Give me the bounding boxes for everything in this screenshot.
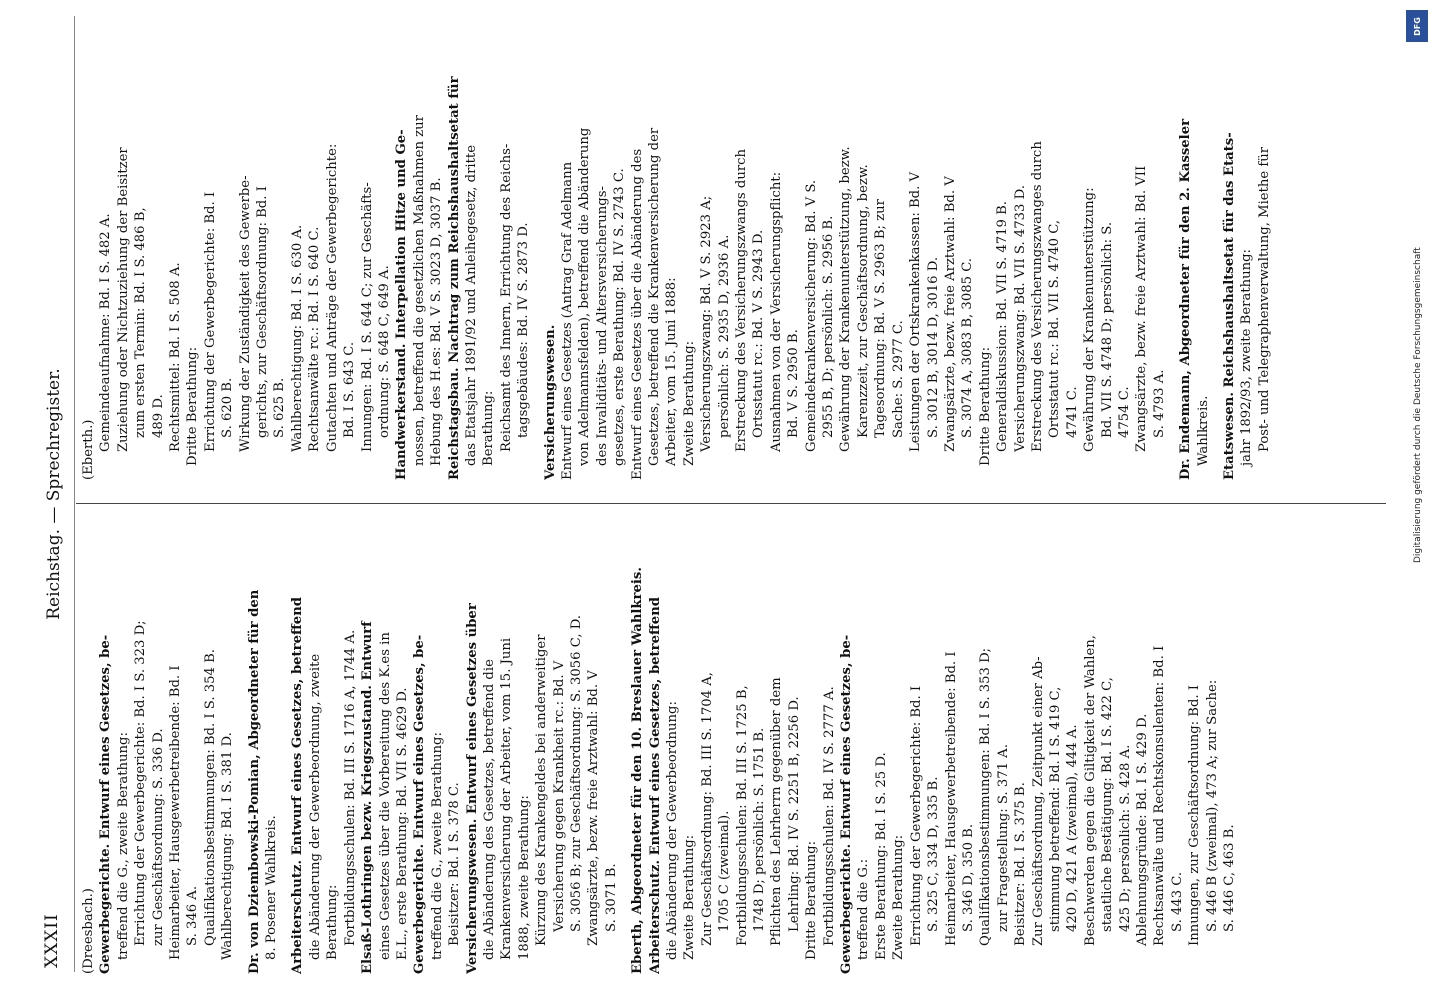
index-entry-line: S. 446 B (zweimal), 473 A; zur Sache: [1204, 679, 1220, 932]
index-entry-line: Zweite Berathung: [681, 340, 697, 466]
index-entry-line: Reichsamt des Innern, Errichtung des Reichs- [498, 143, 514, 452]
index-entry-line: Rechtsmittel: Bd. I S. 508 A. [168, 262, 184, 452]
index-entry-line: Pflichten des Lehrherrn gegenüber dem [769, 677, 785, 946]
index-entry-line: S. 625 B. [272, 377, 288, 438]
index-entry-line: Zuziehung oder Nichtzuziehung der Beisitzer [115, 147, 131, 452]
index-entry-line: Eberth, Abgeordneter für den 10. Breslauer Wahlkreis. [630, 567, 646, 974]
index-entry-line: eines Gesetzes über die Vorbereitung des K.es in [377, 632, 393, 960]
index-entry-line: Qualifikationsbestimmungen: Bd. I S. 353 D; [978, 647, 994, 946]
index-entry-line: persönlich: S. 2935 D, 2936 A. [716, 234, 732, 438]
index-entry-line: die Abänderung der Gewerbeordnung, zweite [307, 653, 323, 960]
index-entry-line: stimmung betreffend: Bd. I S. 419 C, [1047, 686, 1063, 932]
index-entry-line: gerichts, zur Geschäftsordnung: Bd. I [255, 186, 271, 438]
index-entry-line: Entwurf eines Gesetzes (Antrag Graf Adelmann [559, 161, 575, 480]
index-entry-line: Leistungen der Ortskrankenkassen: Bd. V [908, 172, 924, 452]
index-entry-line: Arbeiterschutz. Entwurf eines Gesetzes, betreffend [290, 596, 306, 974]
index-entry-line: ordnung: S. 648 C, 649 A. [376, 265, 392, 438]
index-entry-line: Gewerbegerichte. Entwurf eines Gesetzes, be- [412, 634, 428, 974]
index-entry-line: die Abänderung des Gesetzes, betreffend die [481, 659, 497, 960]
index-entry-line: Heimarbeiter, Hausgewerbetreibende: Bd. I [168, 665, 184, 960]
index-entry-line: Wahlberechtigung: Bd. I S. 381 D. [220, 732, 236, 960]
index-entry-line: Fortbildungsschulen: Bd. III S. 1716 A, 1744 A. [342, 629, 358, 946]
index-entry-line: Dr. Endemann, Abgeordneter für den 2. Kasseler [1178, 118, 1194, 480]
index-entry-line: Wirkung der Zuständigkeit des Gewerbe- [237, 175, 253, 452]
index-entry-line: Innungen: Bd. I S. 644 C; zur Geschäfts- [359, 182, 375, 452]
index-entry-line: gesetzes, erste Berathung: Bd. IV S. 2743 C. [612, 168, 628, 466]
index-entry-line: Etatswesen. Reichshaushaltsetat für das Etats- [1222, 132, 1237, 480]
index-entry-line: des Invaliditäts- und Altersversicherungs- [594, 186, 610, 466]
index-entry-line: Gemeindeaufnahme: Bd. I S. 482 A. [98, 213, 114, 452]
index-entry-line: Gewerbegerichte. Entwurf eines Gesetzes, be- [839, 634, 855, 974]
index-entry-line: S. 4793 A. [1151, 369, 1167, 438]
index-entry-line: Ortsstatut rc.: Bd. V S. 2943 D. [751, 229, 767, 438]
index-entry-line: Versicherung gegen Krankheit rc.: Bd. V [551, 660, 567, 932]
index-entry-line: Errichtung der Gewerbegerichte: Bd. I [908, 685, 924, 946]
index-entry-line: 425 D; persönlich: S. 428 A. [1117, 744, 1133, 932]
index-entry-line: Wahlkreis. [1195, 395, 1211, 466]
index-entry-line: Handwerkerstand. Interpellation Hitze und Ge- [394, 129, 410, 480]
index-entry-line: Entwurf eines Gesetzes über die Abänderung des [629, 148, 645, 480]
column-divider [76, 503, 1386, 504]
index-entry-line: Sache: S. 2977 C. [890, 320, 906, 438]
index-entry-line: Versicherungszwang: Bd. V S. 2923 A; [699, 195, 715, 452]
index-entry-line: Zur Geschäftsordnung, Zeitpunkt einer Ab- [1030, 656, 1046, 946]
index-entry-line: Hebung des H.es: Bd. V S. 3023 D, 3037 B. [429, 177, 445, 466]
index-entry-line: jahr 1892/93, zweite Berathung: [1239, 249, 1255, 466]
index-entry-line: Versicherungswesen. [542, 324, 558, 480]
index-entry-line: Zwangsärzte, bezw. freie Arztwahl: Bd. VII [1134, 165, 1150, 452]
index-entry-line: Berathung: [481, 390, 497, 466]
rotated-page [16, 0, 1416, 1000]
index-entry-line: Zwangsärzte, bezw. freie Arztwahl: Bd. V [586, 670, 602, 946]
index-entry-line: S. 446 C, 463 B. [1222, 824, 1237, 932]
index-entry-line: Heimarbeiter, Hausgewerbetreibende: Bd. I [943, 651, 959, 946]
index-entry-line: Ablehnungsgründe: Bd. I S. 429 D. [1134, 713, 1150, 946]
index-entry-line: Erstreckung des Versicherungszwangs durch [734, 148, 750, 452]
index-entry-line: Rechtsanwälte rc.: Bd. I S. 640 C. [307, 226, 323, 452]
index-entry-line: Erstreckung des Versicherungszwanges durch [1029, 141, 1045, 452]
dfg-strip [1404, 4, 1430, 564]
index-entry-line: Dritte Berathung: [804, 840, 820, 960]
index-entry-line: Errichtung der Gewerbegerichte: Bd. I S. 323 D; [133, 620, 149, 946]
index-entry-line: Karenzzeit, zur Geschäftsordnung, bezw. [855, 164, 871, 438]
index-entry-line: Generaldiskussion: Bd. VII S. 4719 B. [995, 201, 1011, 452]
dfg-logo: DFG [1406, 10, 1428, 42]
index-entry-line: Zweite Berathung: [891, 834, 907, 960]
index-entry-line: Rechtsanwälte und Rechtskonsulenten: Bd. I [1152, 645, 1168, 946]
dfg-credit: Digitalisierung gefördert durch die Deutsche Forschungsgemeinschaft [1413, 247, 1423, 563]
index-entry-line: S. 443 C. [1169, 871, 1185, 932]
index-entry-line: S. 325 C, 334 D, 335 B. [926, 776, 942, 932]
index-entry-line: S. 3071 B. [603, 863, 619, 932]
index-entry-line: staatliche Bestätigung: Bd. I S. 422 C, [1100, 677, 1116, 932]
index-entry-line: Arbeiterschutz. Entwurf eines Gesetzes, betreffend [647, 596, 663, 974]
index-entry-line: S. 3056 B; zur Geschäftsordnung: S. 3056 C, D. [568, 614, 584, 932]
index-entry-line: Beisitzer: Bd. I S. 375 B. [1013, 782, 1029, 946]
index-entry-line: Krankenversicherung der Arbeiter, vom 15. Juni [499, 637, 515, 960]
index-entry-line: von Adelmannsfelden), betreffend die Abänderung [577, 127, 593, 466]
index-entry-line: S. 620 B. [220, 377, 236, 438]
index-entry-line: Gesetzes, betreffend die Krankenversicherung der [647, 127, 662, 466]
left-column [80, 524, 1238, 974]
index-entry-line: Versicherungszwang: Bd. VII S. 4733 D. [1012, 185, 1028, 452]
index-entry-line: Gewährung der Krankenunterstützung: [1082, 187, 1098, 452]
index-entry-line: Dritte Berathung: [185, 346, 201, 466]
index-entry-line: das Etatsjahr 1891/92 und Anleihegesetz, dritte [463, 144, 479, 466]
index-entry-line: Beisitzer: Bd. I S. 378 C. [447, 782, 463, 946]
index-entry-line: S. 346 D, 350 B. [960, 823, 976, 932]
index-entry-line: 2955 B, D; persönlich: S. 2956 B. [821, 215, 837, 438]
index-entry-line: Dr. von Dziembowski-Pomian, Abgeordneter für den [246, 589, 262, 974]
index-entry-line: Reichstagsbau. Nachtrag zum Reichshaushaltsetat für [446, 76, 462, 480]
index-entry-line: zum ersten Termin: Bd. I S. 486 B, [133, 207, 149, 438]
index-entry-line: Beschwerden gegen die Giltigkeit der Wahlen, [1082, 635, 1098, 946]
index-entry-line: 1748 D; persönlich: S. 1751 B. [752, 727, 768, 932]
index-entry-line: Elsaß-Lothringen bezw. Kriegszustand. Entwurf [360, 621, 376, 974]
page-title: Reichstag. — Sprechregister. [44, 368, 64, 620]
index-entry-line: 4754 C. [1116, 386, 1132, 438]
header-rule [74, 16, 75, 972]
index-entry-line: Errichtung der Gewerbegerichte: Bd. I [202, 191, 218, 452]
index-entry-line: Erste Berathung: Bd. I S. 25 D. [873, 752, 889, 960]
index-entry-line: S. 3074 A, 3083 B, 3085 C. [960, 257, 976, 438]
index-entry-line: 4741 C. [1064, 386, 1080, 438]
index-entry-line: S. 346 A. [185, 885, 201, 946]
page-number: XXXII [42, 913, 62, 968]
index-entry-line: zur Fragestellung: S. 371 A. [995, 744, 1011, 932]
index-entry-line: Gutachten und Anträge der Gewerbegerichte: [324, 143, 340, 452]
index-entry-line: Bd. VII S. 4748 D; persönlich: S. [1099, 221, 1115, 438]
index-entry-line: 489 D. [150, 394, 166, 438]
index-entry-line: Bd. V S. 2950 B. [786, 329, 802, 438]
index-entry-line: Gemeindekrankenversicherung: Bd. V S. [803, 179, 819, 452]
index-entry-line: tagsgebäudes: Bd. IV S. 2873 D. [516, 222, 532, 438]
index-entry-line: treffend die G., zweite Berathung: [115, 732, 131, 960]
index-entry-line: Gewährung der Krankenunterstützung, bezw. [838, 146, 854, 452]
index-entry-line: zur Geschäftsordnung: S. 336 D. [150, 728, 166, 946]
index-entry-line: E.L., erste Berathung: Bd. VII S. 4629 D. [394, 687, 410, 960]
right-column [80, 30, 1273, 480]
index-entry-line: Dritte Berathung: [977, 346, 993, 466]
index-entry-line: Innungen, zur Geschäftsordnung: Bd. I [1187, 684, 1203, 946]
index-entry-line: Versicherungswesen. Entwurf eines Gesetzes über [464, 603, 480, 974]
index-entry-line: Zur Geschäftsordnung: Bd. III S. 1704 A, [699, 672, 715, 946]
index-entry-line: Zwangsärzte, bezw. freie Arztwahl: Bd. V [942, 176, 958, 452]
index-entry-line: die Abänderung der Gewerbeordnung: [665, 701, 680, 960]
index-entry-line: Lehrling: Bd. IV S. 2251 B, 2256 D. [786, 696, 802, 932]
index-entry-line: (Eberth.) [81, 419, 96, 480]
index-entry-line: Arbeiter, vom 15. Juni 1888: [664, 277, 680, 466]
index-entry-line: Ausnahmen von der Versicherungspflicht: [768, 171, 784, 452]
index-entry-line: Tagesordnung: Bd. V S. 2963 B; zur [873, 199, 889, 438]
index-entry-line: S. 3012 B, 3014 D, 3016 D. [925, 256, 941, 438]
index-entry-line: Bd. I S. 643 C. [342, 341, 358, 438]
index-entry-line: treffend die G., zweite Berathung: [429, 732, 445, 960]
index-entry-line: 1705 C (zweimal). [717, 810, 733, 932]
index-entry-line: nossen, betreffend die gesetzlichen Maßnahmen zur [411, 115, 427, 466]
index-entry-line: Kürzung des Krankengeldes bei anderweitiger [534, 634, 550, 946]
index-entry-line: Qualifikationsbestimmungen: Bd. I S. 354 B. [202, 649, 218, 946]
index-entry-line: Zweite Berathung: [682, 834, 698, 960]
index-entry-line: Ortsstatut rc.: Bd. VII S. 4740 C, [1047, 219, 1063, 438]
index-entry-line: (Dreesbach.) [81, 888, 96, 974]
index-entry-line: 1888, zweite Berathung: [516, 795, 532, 960]
index-entry-line: treffend die G.: [856, 858, 872, 960]
index-entry-line: Fortbildungsschulen: Bd. III S. 1725 B, [734, 685, 750, 946]
page-header [24, 20, 70, 968]
index-entry-line: Post- und Telegraphenverwaltung, Miethe für [1256, 146, 1272, 452]
index-entry-line: Fortbildungsschulen: Bd. IV S. 2777 A. [821, 686, 837, 946]
index-entry-line: 8. Posener Wahlkreis. [264, 815, 280, 960]
index-entry-line: 420 D, 421 A (zweimal), 444 A. [1065, 724, 1081, 932]
index-entry-line: Berathung: [325, 884, 341, 960]
index-entry-line: Gewerbegerichte. Entwurf eines Gesetzes, be- [98, 634, 114, 974]
index-entry-line: Wahlberechtigung: Bd. I S. 630 A. [289, 224, 305, 452]
